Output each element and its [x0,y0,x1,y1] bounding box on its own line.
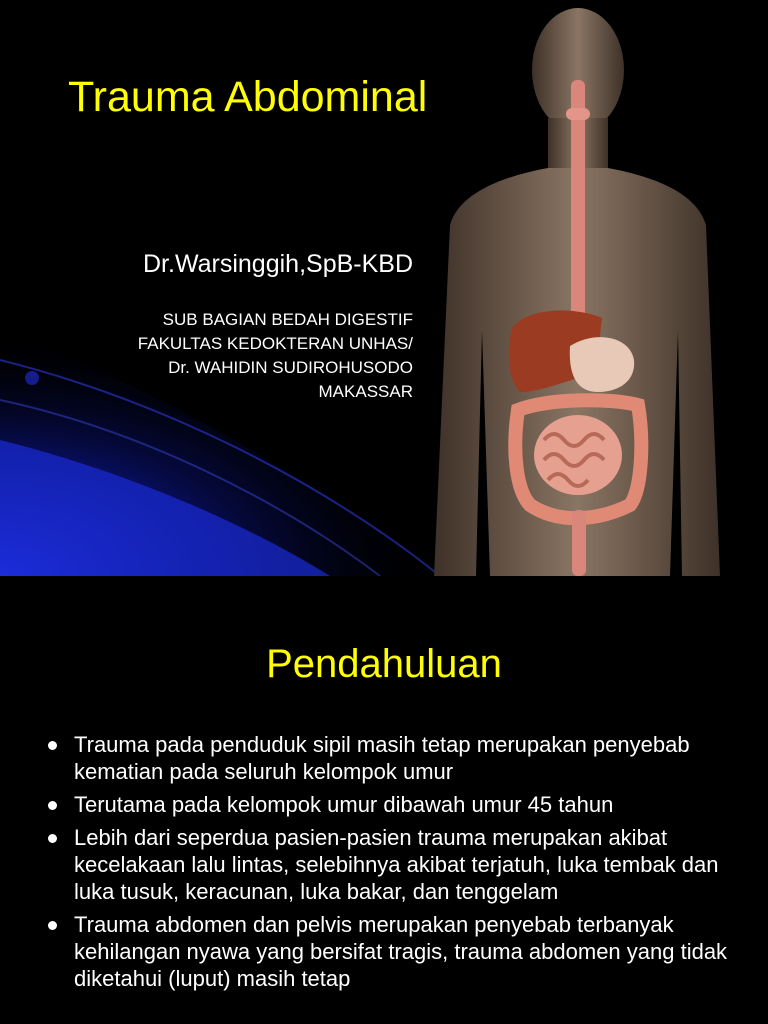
slide-title: Trauma Abdominal [68,73,428,121]
bullet-text: Lebih dari seperdua pasien-pasien trauma merupakan akibat kecelakaan lalu lintas, selebihnya akibat terjatuh, luka tembak dan luka tusuk, keracunan, luka bakar, dan tenggelam [74,825,719,904]
slide-heading: Pendahuluan [266,642,502,686]
affiliation-line: MAKASSAR [318,382,413,401]
author-name: Dr.Warsinggih,SpB-KBD [143,250,413,278]
bullet-list [42,731,742,998]
affiliation-block [138,308,413,404]
bullet-icon [48,801,57,810]
bullet-text: Terutama pada kelompok umur dibawah umur 45 tahun [74,792,614,817]
bullet-icon [48,741,57,750]
bullet-text: Trauma abdomen dan pelvis merupakan penyebab terbanyak kehilangan nyawa yang bersifat tragis, trauma abdomen yang tidak diketahui (luput) masih tetap [74,912,728,991]
bullet-icon [48,921,57,930]
affiliation-line: FAKULTAS KEDOKTERAN UNHAS/ [137,334,413,353]
list-item [42,791,742,818]
human-torso-illustration [420,0,720,576]
list-item [42,731,742,785]
bullet-icon [48,834,57,843]
bullet-text: Trauma pada penduduk sipil masih tetap merupakan penyebab kematian pada seluruh kelompok umur [74,732,690,784]
list-item [42,824,742,905]
list-item [42,911,742,992]
affiliation-line: Dr. WAHIDIN SUDIROHUSODO [168,358,413,377]
affiliation-line: SUB BAGIAN BEDAH DIGESTIF [162,310,413,329]
content-slide [0,576,768,1024]
